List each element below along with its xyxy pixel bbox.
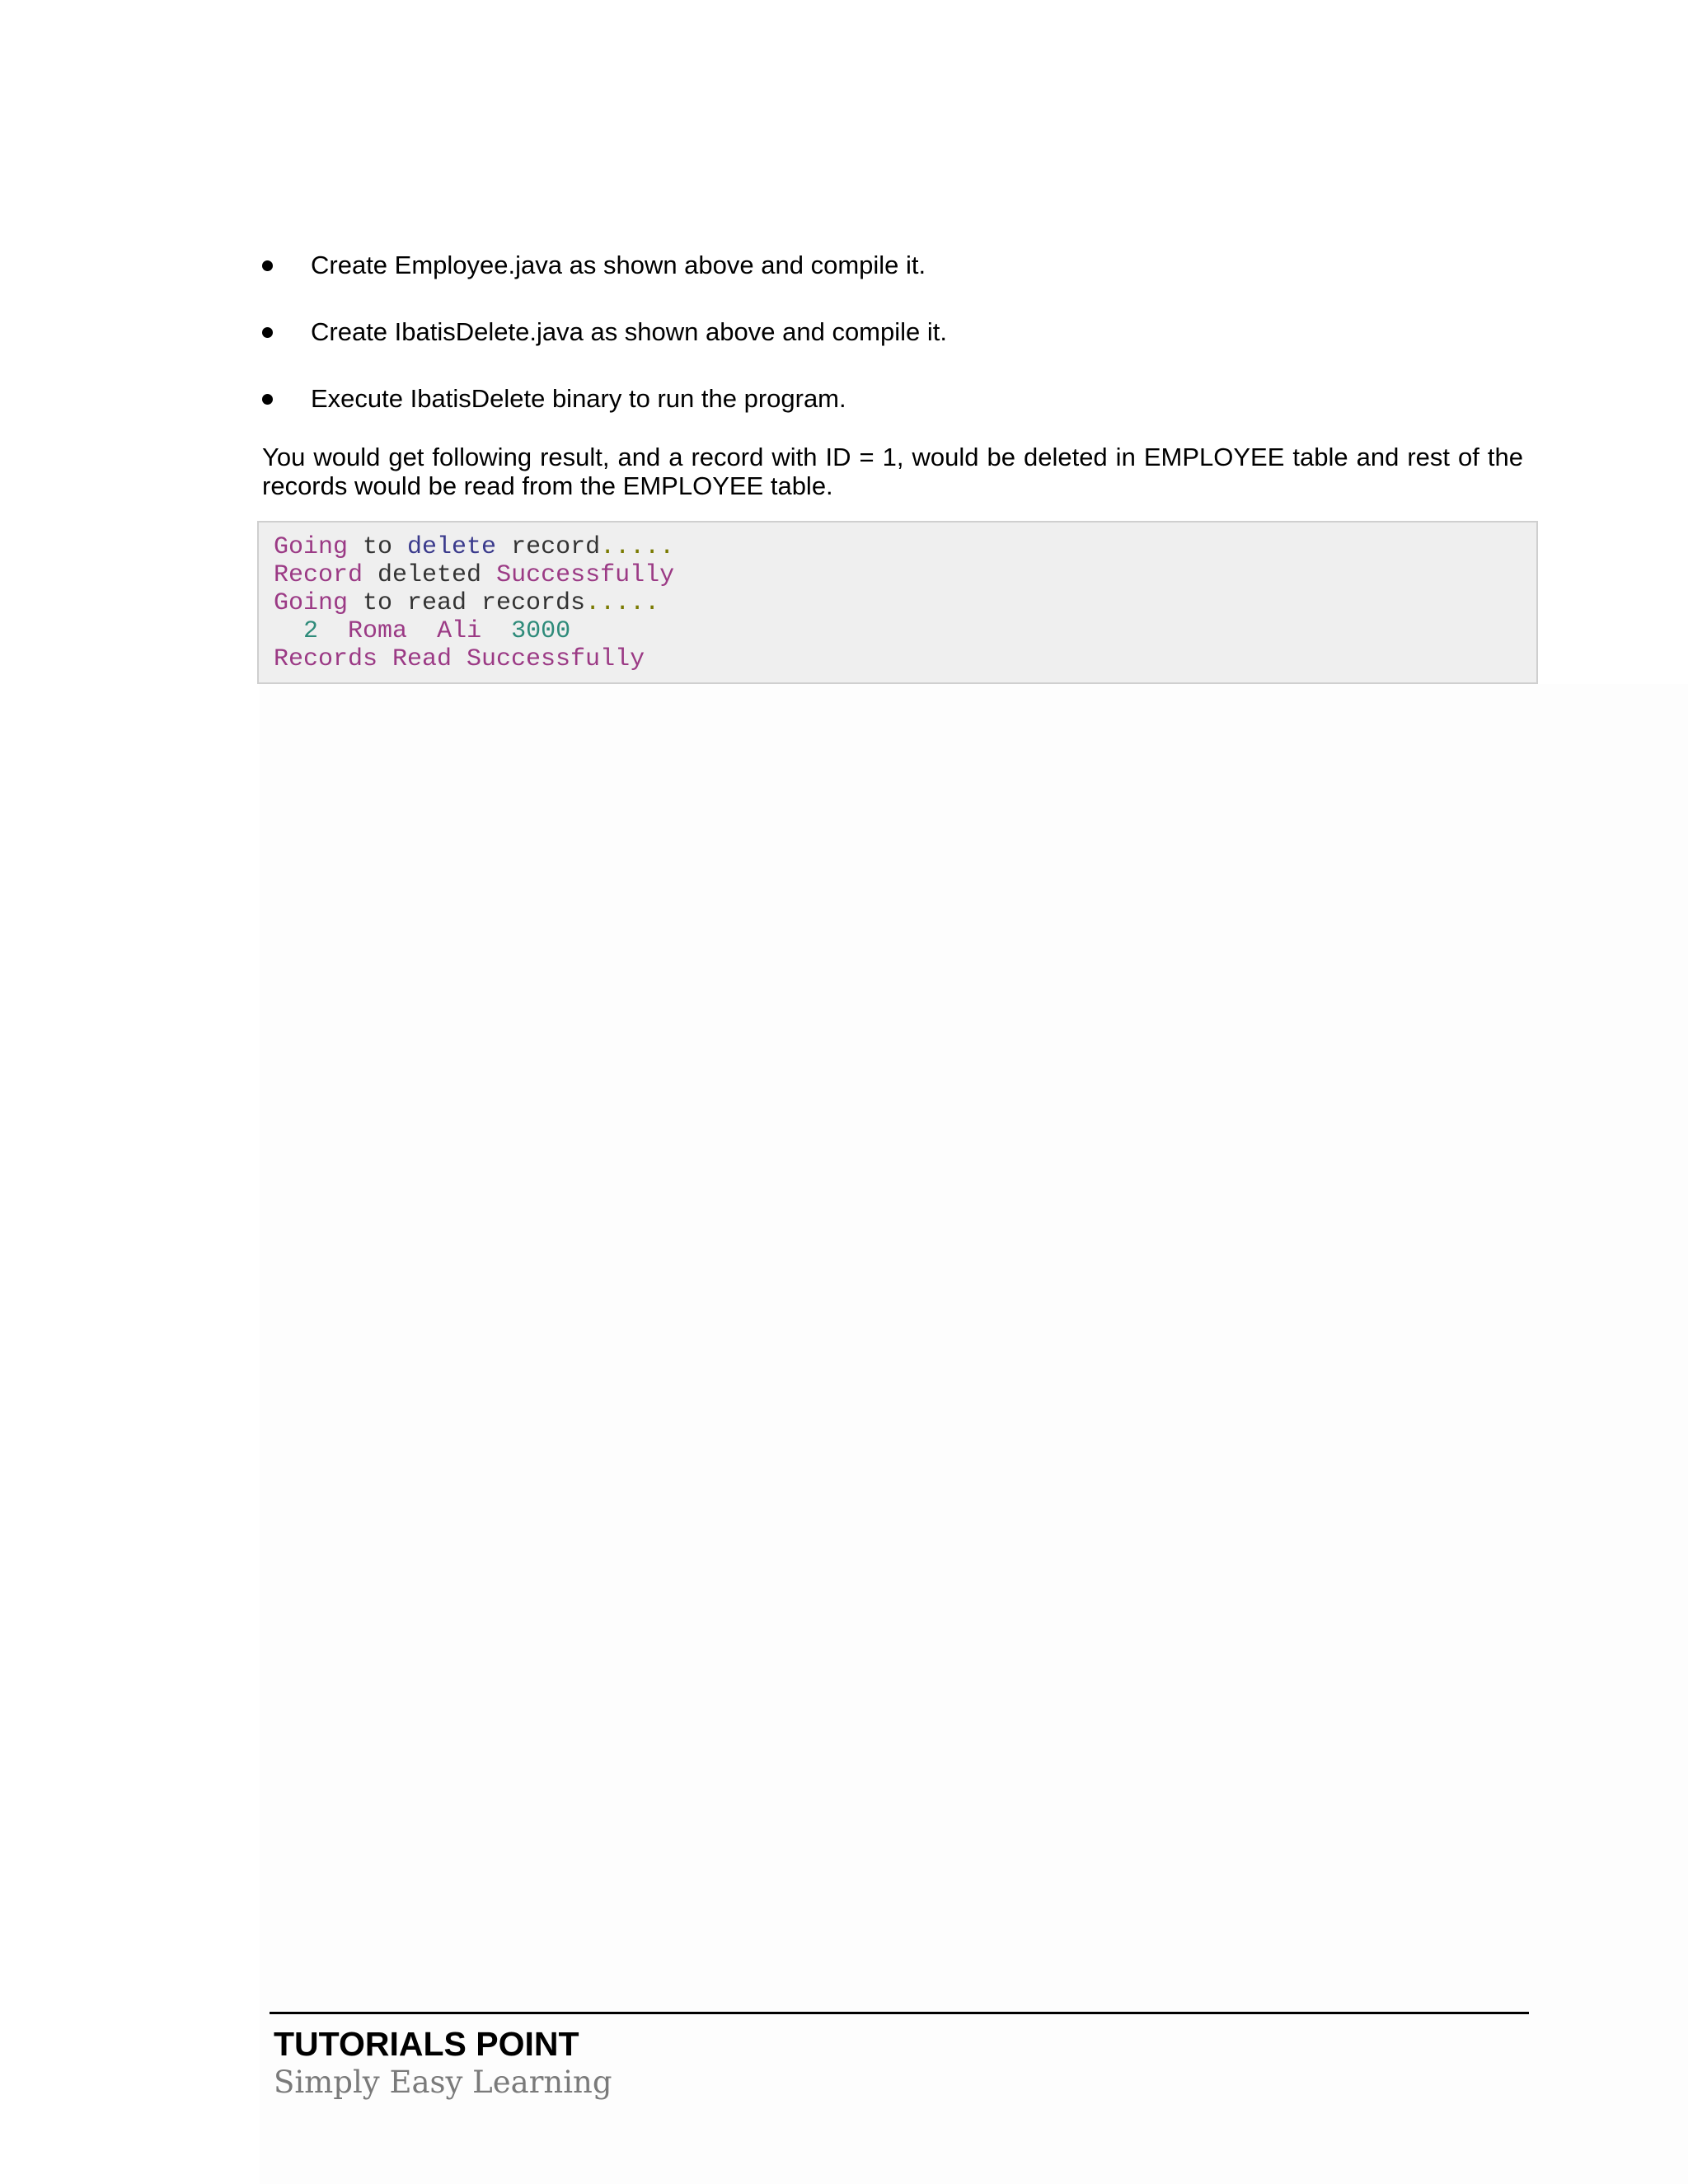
code-token: delete: [407, 533, 497, 561]
footer-tagline: Simply Easy Learning: [274, 2064, 612, 2100]
code-token: Successfully: [496, 561, 675, 589]
code-line: [274, 561, 1522, 589]
list-item: [262, 381, 1523, 448]
code-token: Roma: [348, 617, 408, 645]
code-token: [274, 617, 303, 645]
code-token: to read records: [348, 589, 586, 617]
code-token: 3000: [511, 617, 571, 645]
list-item: [262, 314, 1523, 381]
page-background-shade: [260, 684, 1688, 2184]
code-line: [274, 589, 1522, 617]
footer-brand: TUTORIALS POINT: [274, 2025, 579, 2063]
code-token: [318, 617, 348, 645]
code-token: .....: [600, 533, 675, 561]
footer-divider: [270, 2012, 1529, 2014]
step-text: Create IbatisDelete.java as shown above and compile it.: [311, 317, 947, 346]
code-token: to: [348, 533, 408, 561]
bullet-icon: [262, 260, 273, 271]
bullet-icon: [262, 394, 273, 405]
bullet-icon: [262, 327, 273, 338]
code-line: [274, 645, 1522, 673]
code-token: .....: [585, 589, 660, 617]
step-list: [262, 247, 1523, 448]
code-token: Going: [274, 533, 349, 561]
step-text: Execute IbatisDelete binary to run the program.: [311, 384, 846, 413]
code-token: Record: [274, 561, 363, 589]
step-text: Create Employee.java as shown above and compile it.: [311, 251, 926, 279]
code-output-block: [257, 521, 1538, 684]
code-line: [274, 533, 1522, 561]
code-token: Going: [274, 589, 349, 617]
code-token: [481, 617, 511, 645]
code-token: Ali: [437, 617, 482, 645]
code-token: [407, 617, 437, 645]
code-token: record: [496, 533, 601, 561]
code-token: Records Read Successfully: [274, 645, 645, 673]
code-token: deleted: [363, 561, 497, 589]
code-line: [274, 617, 1522, 645]
result-paragraph: You would get following result, and a record with ID = 1, would be deleted in EMPLOYEE table and rest of the records would be read from the EMPLOYEE table.: [262, 443, 1523, 500]
list-item: [262, 247, 1523, 314]
code-token: 2: [303, 617, 319, 645]
